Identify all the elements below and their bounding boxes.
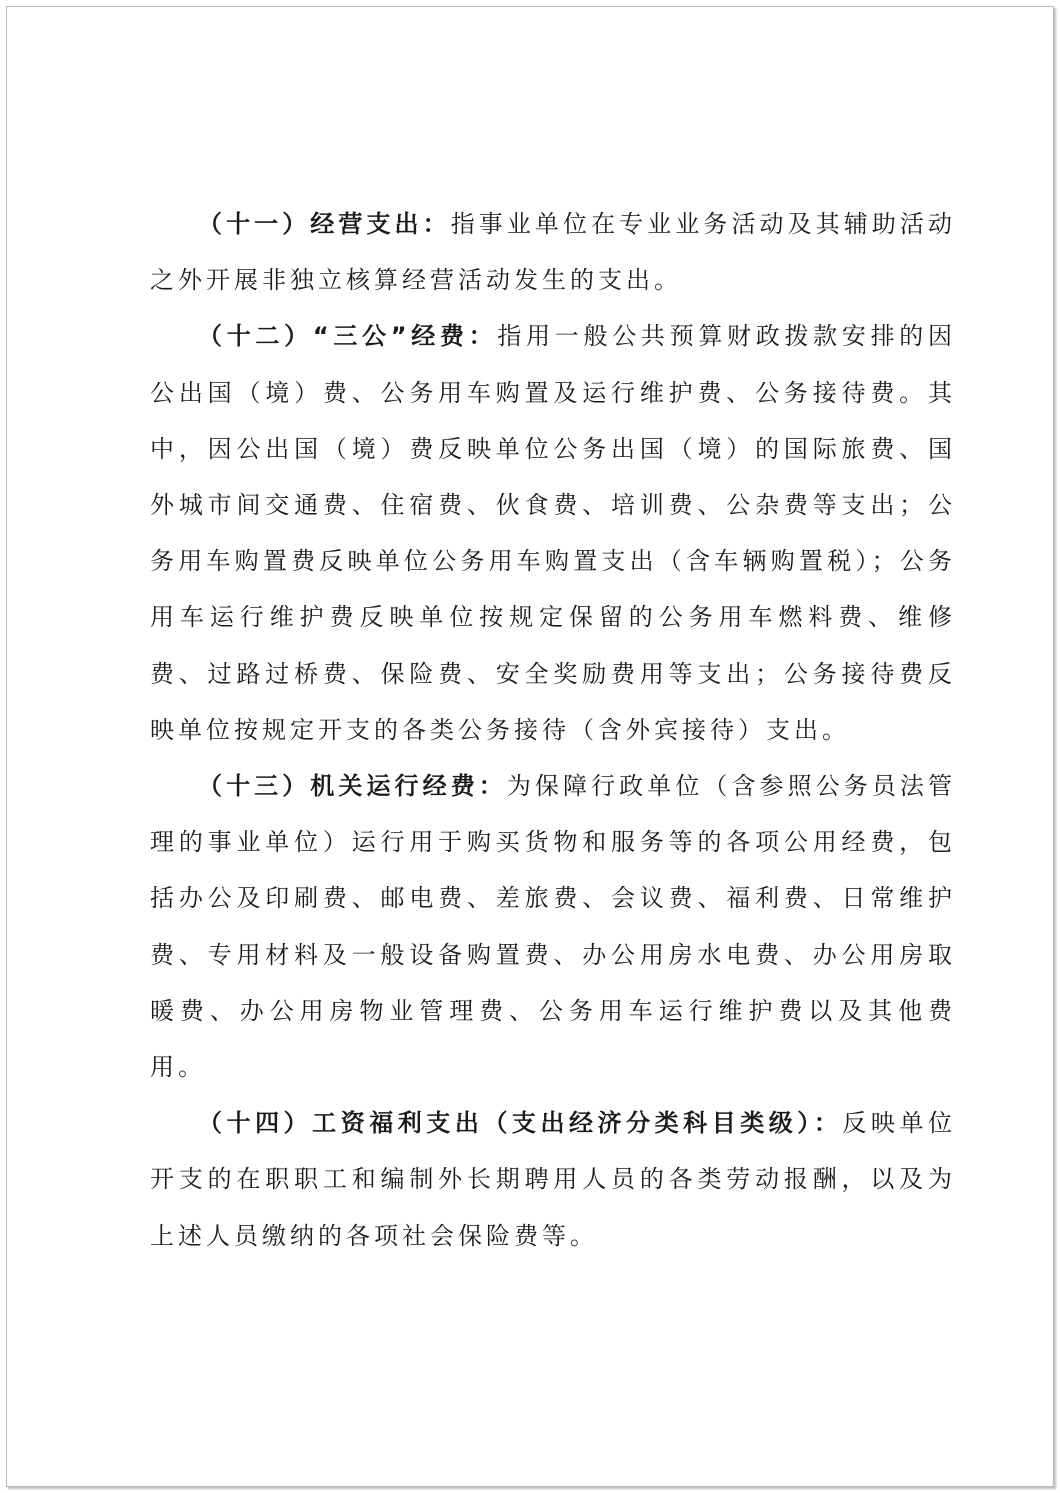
paragraph-agency-operating-funds xyxy=(150,758,956,1095)
paragraph-text: 指事业单位在专业业务活动及其辅助活动之外开展非独立核算经营活动发生的支出。 xyxy=(150,210,957,295)
paragraph-heading: （十四）工资福利支出（支出经济分类科目类级）： xyxy=(198,1109,843,1138)
paragraph-text: 为保障行政单位（含参照公务员法管理的事业单位）运行用于购买货物和服务等的各项公用经费，包括办公及印刷费、邮电费、差旅费、会议费、福利费、日常维护 费、专用材料及一般设备购置费、办公用房水电费、办公用房取暖费、办公用房物业管理费、公务用车运行维护费以及其他费用。 xyxy=(150,772,957,1082)
paragraph-heading: （十二）“三公”经费： xyxy=(198,322,498,351)
paragraph-heading: （十三）机关运行经费： xyxy=(198,772,507,801)
paragraph-operating-expenditure xyxy=(150,196,956,308)
paragraph-heading: （十一）经营支出： xyxy=(198,210,451,238)
paragraph-text: 反映单位开支的在职职工和编制外长期聘用人员的各类劳动报酬，以及为上述人员缴纳的各项社会保险费等。 xyxy=(150,1109,957,1250)
paragraph-wages-welfare xyxy=(150,1095,956,1264)
paragraph-three-public-expenses xyxy=(150,308,956,758)
document-page xyxy=(6,6,1054,1487)
document-body xyxy=(150,196,956,1264)
paragraph-text: 指用一般公共预算财政拨款安排的因公出国（境）费、公务用车购置及运行维护费、公务接待费。其中，因公出国（境）费反映单位公务出国（境）的国际旅费、国外城市间交通费、住宿费、伙食费、培训费、公杂费等支出；公务用车购置费反映单位公务用车购置支出（含车辆购置税）；公务用车运行维护费反映单位按规定保留的公务用车燃料费、维修费、过路过桥费、保险费、安全奖励费用等支出；公务接待费反映单位按规定开支的各类公务接待（含外宾接待）支出。 xyxy=(150,322,957,744)
